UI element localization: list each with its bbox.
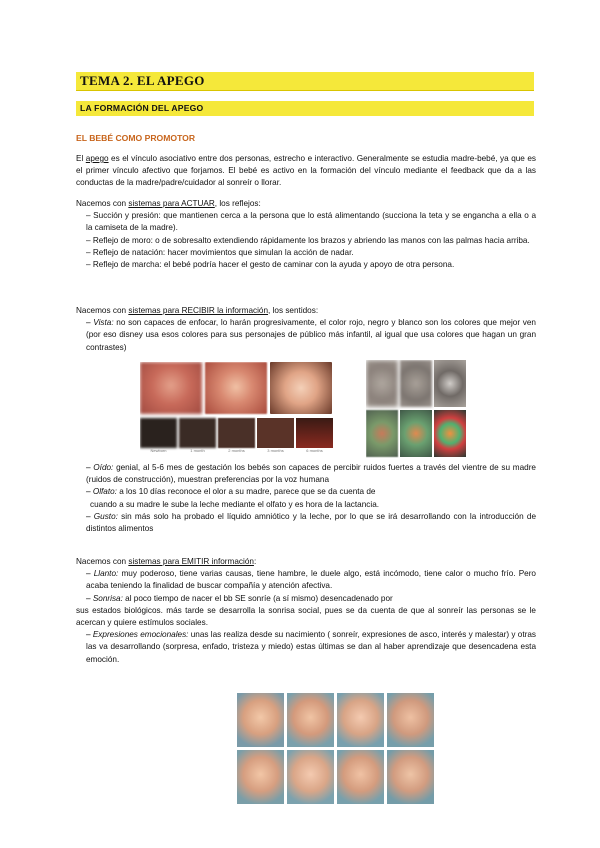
olfato-item: – Olfato: a los 10 días reconoce el olor a su madre, parece que se da cuenta de	[86, 487, 376, 497]
color-ball-photo	[366, 410, 398, 457]
mickey-photo	[140, 418, 177, 448]
mickey-photo	[218, 418, 255, 448]
oido-item: – Oído: genial, al 5-6 mes de gestación los bebés son capaces de percibir ruidos fuertes a través del vientre de su madre (ruidos de construcción), muestran preferencias por la voz humana	[86, 463, 536, 485]
infant-vision-ball-figure	[366, 360, 468, 458]
blurred-ball-photo	[400, 360, 432, 407]
blurred-face-photo	[140, 362, 202, 414]
vista-item: – Vista: no son capaces de enfocar, lo harán progresivamente, el color rojo, negro y blanco son los colores que mejor ven (por eso disney usa esos colores para sus personajes de público más infantil, al igual que usa colores que hagan un gran contrastes)	[86, 318, 536, 352]
ball-photo	[434, 360, 466, 407]
baby-face-photo	[337, 750, 384, 804]
actuar-item: – Reflejo de moro: o de sobresalto extendiendo rápidamente los brazos y abriendo las manos con las palmas hacia arriba.	[86, 235, 530, 245]
actuar-block	[76, 198, 536, 271]
baby-face-photo	[237, 693, 284, 747]
baby-face-photo	[287, 750, 334, 804]
blurred-ball-photo	[366, 360, 398, 407]
emitir-lead: Nacemos con sistemas para EMITIR información:	[76, 557, 257, 566]
color-ball-photo	[434, 410, 466, 457]
infant-vision-faces-figure: Newborn 1 month 2 months 3 months 6 months	[140, 362, 335, 457]
baby-face-photo	[387, 693, 434, 747]
baby-emotions-figure	[237, 693, 435, 805]
page-title: TEMA 2. EL APEGO	[80, 73, 205, 88]
expresiones-item: – Expresiones emocionales: unas las realiza desde su nacimiento ( sonreír, expresiones de asco, interés y malestar) y otras las va desarrollando (sorpresa, enfado, tristeza y miedo) estas últimas se dan al haber aprendizaje que desencadena esta emoción.	[86, 630, 536, 664]
page-subtitle: LA FORMACIÓN DEL APEGO	[80, 103, 204, 113]
clear-face-photo	[270, 362, 332, 414]
mickey-photo	[296, 418, 333, 448]
recibir-block-2	[76, 462, 536, 535]
baby-face-photo	[337, 693, 384, 747]
recibir-lead: Nacemos con sistemas para RECIBIR la información, los sentidos:	[76, 306, 319, 315]
actuar-item: – Succión y presión: que mantienen cerca a la persona que lo está alimentando (succiona la teta y se engancha a ella o a la camiseta de la madre).	[86, 211, 536, 233]
color-ball-photo	[400, 410, 432, 457]
actuar-lead: Nacemos con sistemas para ACTUAR, los reflejos:	[76, 199, 261, 208]
recibir-block	[76, 305, 536, 354]
actuar-item: – Reflejo de marcha: el bebé podría hacer el gesto de caminar con la ayuda y apoyo de otra persona.	[86, 260, 455, 270]
sonrisa-item: – Sonrisa: al poco tiempo de nacer el bb SE sonríe (a sí mismo) desencadenado por	[86, 593, 393, 603]
llanto-item: – Llanto: muy poderoso, tiene varias causas, tiene hambre, le duele algo, está incómodo, tiene calor o mucho frío. Pero acaba teniendo la finalidad de buscar compañía y atención afectiva.	[86, 569, 536, 591]
mickey-photo	[257, 418, 294, 448]
intro-paragraph: El apego es el vínculo asociativo entre dos personas, estrecho e interactivo. Generalmente se estudia madre-bebé, ya que es el primer vínculo afectivo que forjamos. El bebé es activo en la formación del vínculo mediante el feedback que da a las conductas de la madre/padre/cuidador al sonreír o llorar.	[76, 154, 536, 188]
emitir-block	[76, 556, 536, 666]
actuar-item: – Reflejo de natación: hacer movimientos que simulan la acción de nadar.	[86, 247, 354, 257]
apego-term: apego	[85, 154, 109, 163]
baby-face-photo	[287, 693, 334, 747]
olfato-item-cont: cuando a su madre le sube la leche mediante el olfato y es hora de la lactancia.	[90, 499, 380, 509]
blurred-face-photo	[205, 362, 267, 414]
baby-face-photo	[237, 750, 284, 804]
sonrisa-item-cont: sus estados biológicos. más tarde se desarrolla la sonrisa social, pues se da cuenta de que al sonreír las personas se le acercan y quiere estímulos sociales.	[76, 605, 536, 628]
gusto-item: – Gusto: sin más solo ha probado el líquido amniótico y la leche, por lo que se irá desarrollando con la introducción de distintos alimentos	[86, 511, 536, 534]
section-heading: EL BEBÉ COMO PROMOTOR	[76, 133, 196, 143]
mickey-photo	[179, 418, 216, 448]
baby-face-photo	[387, 750, 434, 804]
